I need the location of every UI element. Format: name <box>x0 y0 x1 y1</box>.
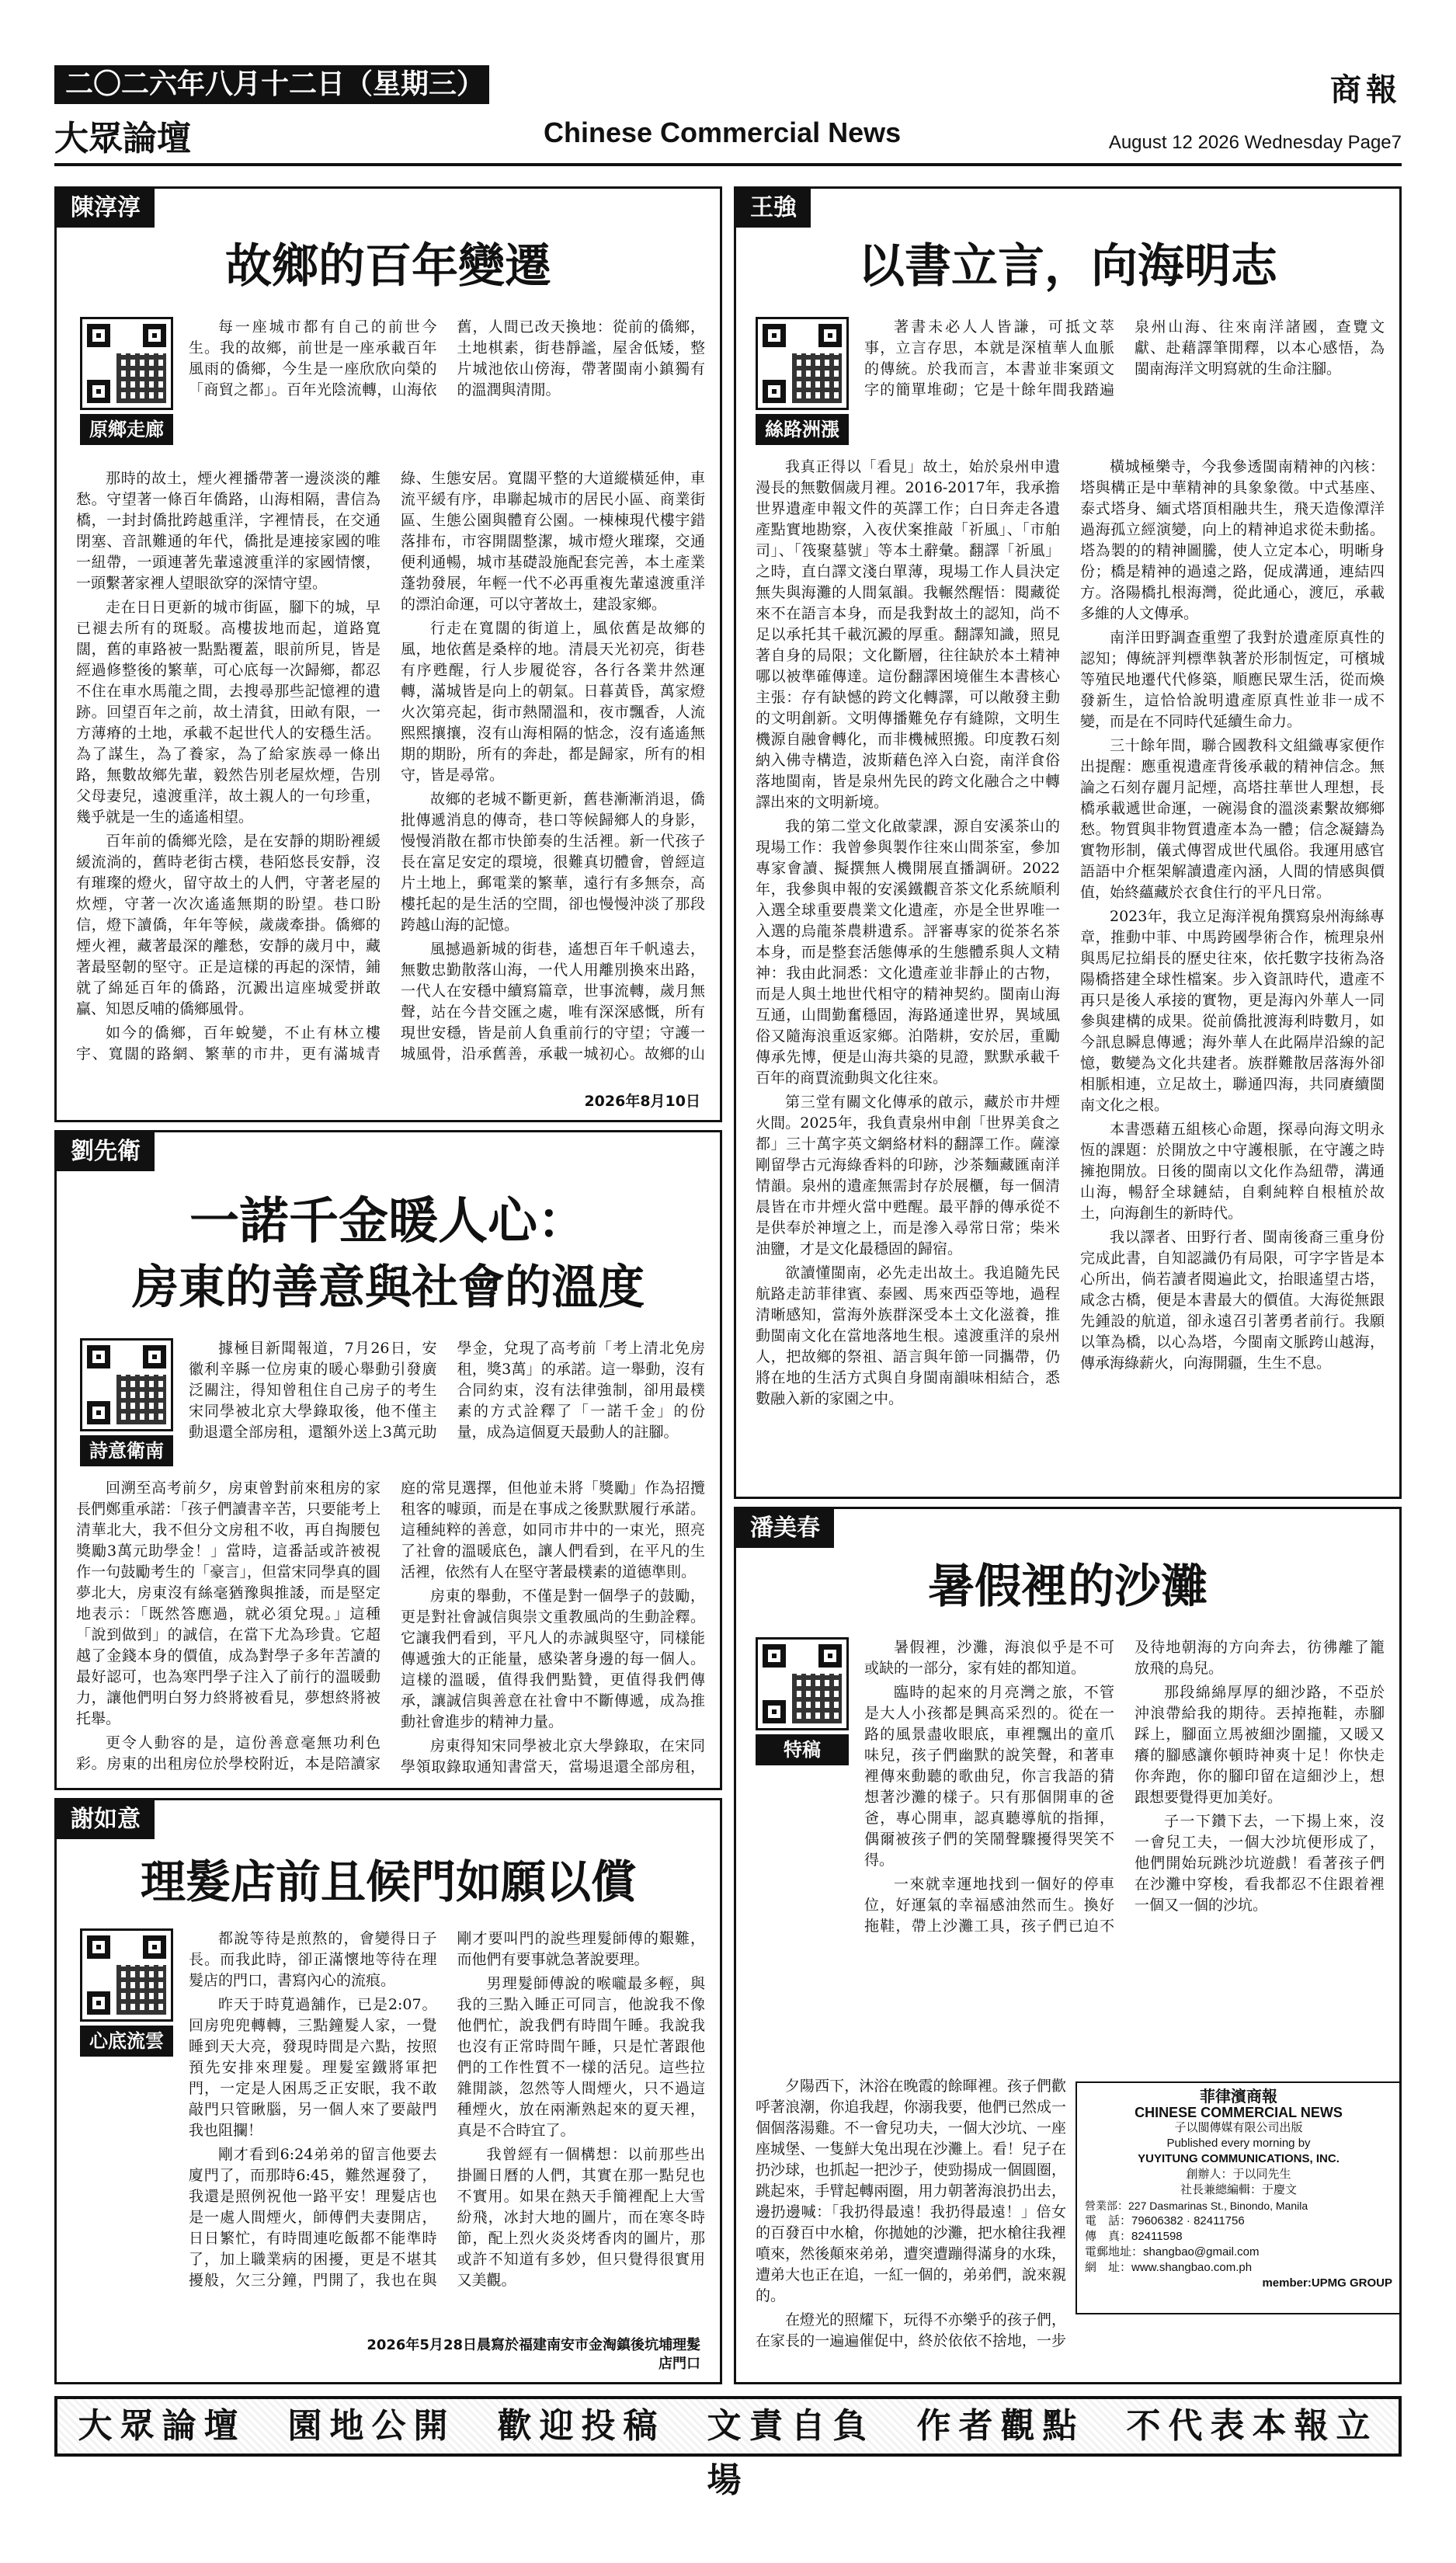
article-author: 劉先衛 <box>57 1132 155 1171</box>
qr-code-icon[interactable] <box>80 1928 173 2022</box>
info-phone: 電 話：79606382 · 82411756 <box>1085 2214 1245 2227</box>
info-web[interactable]: 網 址：www.shangbao.com.ph <box>1085 2261 1253 2274</box>
info-line: 子以閩傳媒有限公司出版 <box>1174 2121 1303 2134</box>
article-body-left: 夕陽西下，沐浴在晚霞的餘暉裡。孩子們歡呼著浪潮，你追我趕，你溺我要，他們已然成一個個落湯雞。不一會兒功夫，一個大沙坑、一座座城堡、一隻鮮大兔出現在沙灘上。看！兒子在扔沙球，也抓起一把沙子，使勁揚成一個圓圈，跳起來，手臂起轉兩圈，用力朝著海浪扔出去，邊扔邊喊：「我扔得最遠！我扔得最遠！」倍女的百發百中水槍，你拋她的沙灘，把水槍往我裡噴來，然後顛來弟弟，遭突遭蹦得滿身的水珠，遭弟大也正在追，一紅一個的，弟弟們，說來親的。 在燈光的照耀下，玩得不亦樂乎的孩子們，在家長的一遍遍催促中，終於依依不捨地，一步 <box>756 2078 1066 2349</box>
article-barbershop <box>54 1798 722 2384</box>
qr-code-icon[interactable] <box>80 317 173 410</box>
article-body: 回溯至高考前夕，房東曾對前來租房的家長們鄭重承諾：「孩子們讀書辛苦，只要能考上清華北大，我不但分文房租不收，再自掏腰包獎勵3萬元助學金！」當時，這番話或許被視作一句鼓勵考生的「豪言」，但當宋同學真的圓夢北大，房東沒有絲毫猶豫與推諉，而是堅定地表示：「既然答應過，就必須兌現。」這種「說到做到」的誠信，在當下尤為珍貴。它超越了金錢本身的價值，成為對學子多年苦讀的最好認可，也為寒門學子注入了前行的溫暖動力，讓他們明白努力終將被看見，夢想終將被托舉。 更令人動容的是，這份善意毫無功利色彩。房東的出租房位於學校附近，本是陪讀家庭的常見選擇，但他並未將「獎勵」作為招攬租客的噱頭，而是在事成之後默默履行承諾。這種純粹的善意，如同市井中的一束光，照亮了社會的溫暖底色，讓人們看到，在平凡的生活裡，依然有人在堅守著最樸素的道德準則。 房東的舉動，不僅是對一個學子的鼓勵，更是對社會誠信與崇文重教風尚的生動詮釋。它讓我們看到，平凡人的赤誠與堅守，同樣能傳遞強大的正能量，感染著身邊的每一個人。這樣的溫暖，值得我們點贊，更值得我們傳承，讓誠信與善意在社會中不斷傳遞，成為推動社會進步的精神力量。 房東得知宋同學被北京大學錄取，在宋同學領取錄取通知書當天，當場退還全部房租， <box>76 1480 705 1775</box>
info-line: 社長兼總編輯：于慶文 <box>1180 2183 1297 2196</box>
section-title: 大眾論壇 <box>54 119 191 158</box>
article-book <box>734 186 1402 1499</box>
info-email[interactable]: 電郵地址：shangbao@gmail.com <box>1085 2245 1260 2259</box>
article-title: 暑假裡的沙灘 <box>928 1560 1208 1614</box>
article-body-top: 暑假裡，沙灘，海浪似乎是不可或缺的一部分，家有娃的都知道。 臨時的起來的月亮灣之旅，不管是大人小孩都是興高采烈的。從在一路的風景盡收眼底，車裡飄出的童爪味兒，孩子們幽默的說笑聲，和著車裡傳來動聽的歌曲兒，你言我語的猜想著沙灘的樣子。只有那個開車的爸爸，專心開車，認真聽導航的指揮，偶爾被孩子們的笑鬧聲驟擾得哭笑不得。 一來就幸運地找到一個好的停車位，好運氣的幸福感油然而生。換好拖鞋，帶上沙灘工具，孩子們已迫不及待地朝海的方向奔去，彷彿離了籠放飛的鳥兒。 那段綿綿厚厚的細沙路，不亞於沖浪帶給我的期待。丟掉拖鞋，赤腳踩上，腳面立馬被細沙圍攏，又暖又癢的腳感讓你頓時神爽十足！你快走你奔跑，你的腳印留在這細沙上，想跟想要覺得更加美好。 子一下鑽下去，一下揚上來，沒一會兒工夫，一個大沙坑便形成了，他們開始玩跳沙坑遊戲！看著孩子們在沙灘中穿梭，看我都忍不住跟着裡一個又一個的沙坑。 <box>864 1639 1385 1935</box>
article-lead: 據極目新聞報道，7月26日，安徽利辛縣一位房東的暖心舉動引發廣泛關注，得知曾租住自己房子的考生宋同學被北京大學錄取後，他不僅主動退還全部房租，還額外送上3萬元助學金，兌現了高考前「考上清北免房租，獎3萬」的承諾。這一舉動，沒有合同約束，沒有法律強制，卻用最樸素的方式詮釋了「一諾千金」的份量，成為這個夏天最動人的註腳。 <box>189 1340 705 1441</box>
article-author: 謝如意 <box>57 1800 155 1839</box>
article-lead: 每一座城市都有自己的前世今生。我的故鄉，前世是一座承載百年風雨的僑鄉，今生是一座欣欣向榮的「商貿之都」。百年光陰流轉，山海依舊，人間已改天換地：從前的僑鄉，土地棋素，街巷靜謐，屋舍低矮，整片城池依山傍海，帶著閩南小鎮獨有的溫潤與清閒。 <box>189 318 705 398</box>
article-title-line1: 一諾千金暖人心： <box>189 1193 587 1250</box>
article-hometown <box>54 186 722 1122</box>
article-author: 潘美春 <box>736 1509 834 1548</box>
info-address: 營業部：227 Dasmarinas St., Binondo, Manila <box>1085 2200 1308 2212</box>
masthead-rule <box>54 163 1402 166</box>
article-author: 王強 <box>736 189 811 228</box>
issue-info: August 12 2026 Wednesday Page7 <box>1108 132 1402 153</box>
info-line: YUYITUNG COMMUNICATIONS, INC. <box>1138 2152 1340 2165</box>
masthead-date: 二〇二六年八月十二日（星期三） <box>54 65 489 104</box>
article-title: 故鄉的百年變遷 <box>225 239 551 294</box>
qr-caption: 心底流雲 <box>80 2026 173 2057</box>
article-date: 2026年8月10日 <box>584 1093 700 1110</box>
qr-code-icon[interactable] <box>756 317 849 410</box>
article-body: 我真正得以「看見」故土，始於泉州申遺漫長的無數個歲月裡。2016-2017年，我承擔世界遺產申報文件的英譯工作；白日奔走各遺產點實地勘察，入夜伏案推敲「祈風」、「市舶司」、「筏聚墓號」等本土辭彙。翻譯「祈風」之時，直白譯文淺白單薄，現場工作人員決定無失與海灘的人間氣韻。我輾然醒悟：閱藏從來不在語言本身，而是我對故土的認知，尚不足以承托其千載沉澱的厚重。翻譯知識，照見著自身的局限；文化斷層，往往缺於本土精神哪以被準確傳達。這份翻譯困境催生本書核心主張：存有缺憾的跨文化轉譯，可以敞發主動的文明創新。文明傳播難免存有縫隙，文明生機源自融會轉化，而非機械照搬。印度教石刻納入佛寺構造，波斯藉色淬入白瓷，南洋食俗落地閩南，皆是泉州先民的跨文化融合之中轉譯出來的文明新境。 我的第二堂文化啟蒙課，源自安溪茶山的現場工作：我曾參與製作往來山間茶室，參加專家會讀、擬撰無人機開展直播調研。2022年，我參與申報的安溪鐵觀音茶文化系統順利入選全球重要農業文化遺產，亦是全世界唯一入選的烏龍茶農耕遺系。評審專家的從茶名茶本身，而是整套活態傳承的生態體系與人文精神：我由此洞悉：文化遺產並非靜止的古物，而是人與土地世代相守的精神契約。閩南山海互通，山間勤奮穩固，海路通達世界，異域風俗又隨海浪重返家鄉。泊階耕，安於居，重勵傳承先博，便是山海共築的見證，默默承載千百年的商賈流動與文化往來。 第三堂有關文化傳承的啟示，藏於市井煙火間。2025年，我負責泉州申創「世界美食之都」三十萬字英文網絡材料的翻譯工作。薩濠剛留學古元海綠香料的印跡，沙茶麵藏匯南洋情韻。泉州的遺產無需封存於展櫃，每一個清晨皆在市井煙火當中甦醒。最平靜的傳承從不是供奉於神壇之上，而是滲入尋常日常；柴米油鹽，才是文化最穩固的歸宿。 欲讀懂閩南，必先走出故土。我追隨先民航路走訪菲律賓、泰國、馬來西亞等地，過程清晰感知，當海外族群深受本土文化滋養，推動閩南文化在當地落地生根。遠渡重洋的泉州人，把故鄉的祭祖、語言與年節一同攜帶，仍將在地的生活方式與自身閩南韻味相結合，悉數融入新的家園之中。 橫城極樂寺，今我參透閩南精神的內核：塔與構正是中華精神的具象象徵。中式基座、泰式塔身、緬式塔頂相融共生，飛天造像潭洋過海孤立經演變，向上的精神追求從未動搖。塔為製的的精神圖騰，使人立定本心，明晰身份；橋是精神的過遠之路，促成溝通，連結四方。洛陽橋扎根海灣，從此通心，渡厄，承載多維的人文傳承。 南洋田野調查重塑了我對於遺產原真性的認知；傳統評判標準執著於形制恆定，可檳城等殖民地遷代代修築，順應民眾生活，從而煥發新生，這恰恰說明遺產原真性並非一成不變，而是在不同時代延續生命力。 三十餘年間，聯合國教科文組織專家便作出提醒：應重視遺產背後承載的精神信念。無論之石刻存麗月記煙，高塔拄華世人理想，長橋承載遞世命運，一碗湯食的溫淡素繫故鄉鄉愁。物質與非物質遺產本為一體；信念凝鑄為實物形制，儀式傳習成世代風俗。我運用感官語語中介框架解讀遺產內涵，人間的情感與價值，始終蘊藏於衣食住行的平凡日常。 2023年，我立足海洋視角撰寫泉州海絲專章，推動中菲、中馬跨國學術合作，梳理泉州與馬尼拉絹長的歷史往來，依托數字技術為洛陽橋搭建全球性檔案。步入資訊時代，遺產不再只是後人承接的實物，更是海內外華人一同參與建構的成果。從前僑批渡海利時數月，如今訊息瞬息傳遞；海外華人在此隔岸沿線的記憶，數變為文化共建者。族群難散居落海外卻相脈相連，立足故土，聯通四海，共同賡續閩南文化之根。 本書憑藉五組核心命題，探尋向海文明永恆的課題：於開放之中守護根脈，在守護之時擁抱開放。日後的閩南以文化作為紐帶，溝通山海，暢舒全球鏈結，自剩純粹自根植於故土，向海創生的新時代。 我以譯者、田野行者、閩南後裔三重身份完成此書，自知認識仍有局限，可字字皆是本心所出，倘若讀者閱遍此文，抬眼遙望古塔，咸念古橋，便是本書最大的價值。大海從無跟先鍾設的航道，卻永遠召引著勇者前行。我願以筆為橋，以心為塔，今閩南文脈跨山越海，傳承海綠薪火，向海開疆，生生不息。 <box>756 458 1385 1407</box>
article-date: 2026年5月28日晨寫於福建南安市金淘鎮後坑埔理髮店門口 <box>367 2337 700 2372</box>
info-title-en: CHINESE COMMERCIAL NEWS <box>1135 2105 1343 2120</box>
article-body: 都說等待是煎熬的，會變得日子長。而我此時，卻正滿懷地等待在理髮店的門口，書寫內心的流痕。 昨天于時莧過舖作，已是2:07。回房兜兜轉轉，三點鐘髮人家，一覺睡到天大亮，發現時間是六點，按照預先安排來理髮。理髮室鐵將軍把門，一定是人困馬乏正安眠，我不敢敲門只管瞅腦，另一個人來了要敲門我也阻攔！ 剛才看到6:24弟弟的留言他要去廈門了，而那時6:45，難然遲發了，我還是照例祝他一路平安！理髮店也是一處人間煙火，師傅們夫妻開店，日日繁忙，有時間連吃飯都不能準時了，加上職業病的困擾，更是不堪其擾般，欠三分鐘，門開了，我也在與剛才要叫門的說些理髮師傅的艱難，而他們有要事就急著說要理。 男理髮師傅說的喉嚨最多輕，與我的三點入睡正可同言，他說我不像他們忙，說我們有時間午睡。我說我也沒有正常時間午睡，只是忙著跟他們的工作性質不一樣的活兒。這些拉雜閒談，忽然等人間煙火，只不過這種煙火，放在兩漸熟起來的夏天裡，真是不合時宜了。 我曾經有一個構想：以前那些出掛圖日曆的人們，其實在那一點兒也不實用。如果在熱天手簡裡配上大雪紛飛，冰封大地的圖片，而在寒冬時節，配上烈火炎炎烤香肉的圖片，那或許不知道有多妙，但只覺得很實用又美觀。 <box>189 1930 705 2289</box>
article-lead: 著書未必人人皆謙，可抵文萃事，立言存思，本就是深植華人血脈的傳統。於我而言，本書並非案頭文字的簡單堆砌；它是十餘年間我踏遍泉州山海、往來南洋諸國，查覽文獻、赴藉譯筆閒釋，以本心感悟，為閩南海洋文明寫就的生命注腳。 <box>864 318 1385 398</box>
qr-caption: 詩意衛南 <box>80 1435 173 1466</box>
info-line: Published every morning by <box>1166 2137 1311 2150</box>
footer-banner: 大眾論壇 園地公開 歡迎投稿 文責自負 作者觀點 不代表本報立場 <box>54 2396 1402 2457</box>
qr-caption: 原鄉走廊 <box>80 414 173 445</box>
info-fax: 傳 真：82411598 <box>1085 2230 1183 2243</box>
qr-caption: 絲路洲漲 <box>756 414 849 445</box>
info-title: 菲律濱商報 <box>1200 2088 1277 2106</box>
article-title: 以書立言，向海明志 <box>858 239 1277 294</box>
paper-name: Chinese Commercial News <box>544 116 902 148</box>
qr-code-icon[interactable] <box>80 1338 173 1431</box>
qr-caption: 特稿 <box>756 1734 849 1765</box>
info-line: 創辦人：于以同先生 <box>1186 2168 1291 2181</box>
publisher-info-box <box>1075 2081 1402 2314</box>
article-title: 理髮店前且候門如願以償 <box>140 1855 636 1908</box>
qr-code-icon[interactable] <box>756 1637 849 1730</box>
article-landlord <box>54 1130 722 1790</box>
article-author: 陳淳淳 <box>57 189 155 228</box>
info-member: member:UPMG GROUP <box>1262 2276 1392 2290</box>
article-title-line2: 房東的善意與社會的溫度 <box>132 1261 645 1315</box>
article-body: 那時的故土，煙火裡播帶著一邊淡淡的離愁。守望著一條百年僑路，山海相隔，書信為橋，一封封僑批跨越重洋，字裡情長，在交通閉塞、音訊難通的年代，僑批是連接家國的唯一紐帶，一頭連著先輩遠渡重洋的家國情懷，一頭繫著家裡人望眼欲穿的深情守望。 走在日日更新的城市街區，腳下的城，早已褪去所有的斑駁。高樓拔地而起，道路寬闊，舊的車路被一點點覆蓋，眼前所見，皆是經過修整後的繁華，可心底每一次歸鄉，都忍不住在車水馬龍之間，去搜尋那些記憶裡的遺跡。回望百年之前，故土清貧，田畝有限，一方薄瘠的土地，承載不起世代人的安穩生活。為了謀生，為了養家，為了給家族尋一條出路，無數故鄉先輩，毅然告別老屋炊煙，告別父母妻兒，遠渡重洋，故土親人的一句珍重，幾乎就是一生的遙遙相望。 百年前的僑鄉光陰，是在安靜的期盼裡緩緩流淌的，舊時老街古樸，巷陌悠長安靜，沒有璀璨的燈火，留守故土的人們，守著老屋的炊煙，守著一次次遙遙無期的盼望。巷口盼信，燈下讀僑，年年等候，歲歲牽掛。僑鄉的煙火裡，藏著最深的離愁，安靜的歲月中，藏著最堅韌的堅守。正是這樣的再起的深情，鋪就了綿延百年的僑路，沉澱出這座城愛拼敢贏、知恩反哺的僑鄉風骨。 如今的僑鄉，百年蛻變，不止有林立樓宇、寬闊的路網、繁華的市井，更有滿城青綠、生態安居。寬闊平整的大道縱橫延伸，車流平緩有序，串聯起城市的居民小區、商業街區、生態公園與體育公園。一棟棟現代樓宇錯落排布，市容開闊整潔，城市燈火璀璨，交通便利通暢，城市基礎設施配套完善，本土產業蓬勃發展，年輕一代不必再重複先輩遠渡重洋的漂泊命運，可以守著故土，建設家鄉。 行走在寬闊的街道上，風依舊是故鄉的風，地依舊是桑梓的地。清晨天光初亮，街巷有序甦醒，行人步履從容，各行各業井然運轉，滿城皆是向上的朝氣。日暮黃昏，萬家燈火次第亮起，街市熱鬧溫和，夜市飄香，人流熙熙攘攘，沒有山海相隔的惦念，沒有遙遙無期的期盼，所有的奔赴，都是歸家，所有的相守，皆是尋常。 故鄉的老城不斷更新，舊巷漸漸消退，僑批傳遞消息的傳奇，巷口等候歸鄉人的身影，慢慢消散在都市快節奏的生活裡。新一代孩子長在富足安定的環境，很難真切體會，曾經這片土地上，郵電業的繁華，遠行有多無奈，高樓托起的是生活的空間，卻也慢慢沖淡了那段跨越山海的記憶。 風撼過新城的街巷，遙想百年千帆遠去，無數忠勤散落山海，一代人用離別換來出路，一代人在安穩中續寫篇章，世事流轉，歲月無聲，站在今昔交匯之處，唯有深深感慨，所有現世安穩，皆是前人負重前行的守望；守護一城風骨，沿承舊善，承載一城初心。故鄉的山 <box>76 470 705 1062</box>
masthead-logo: 商報 <box>1330 71 1402 108</box>
